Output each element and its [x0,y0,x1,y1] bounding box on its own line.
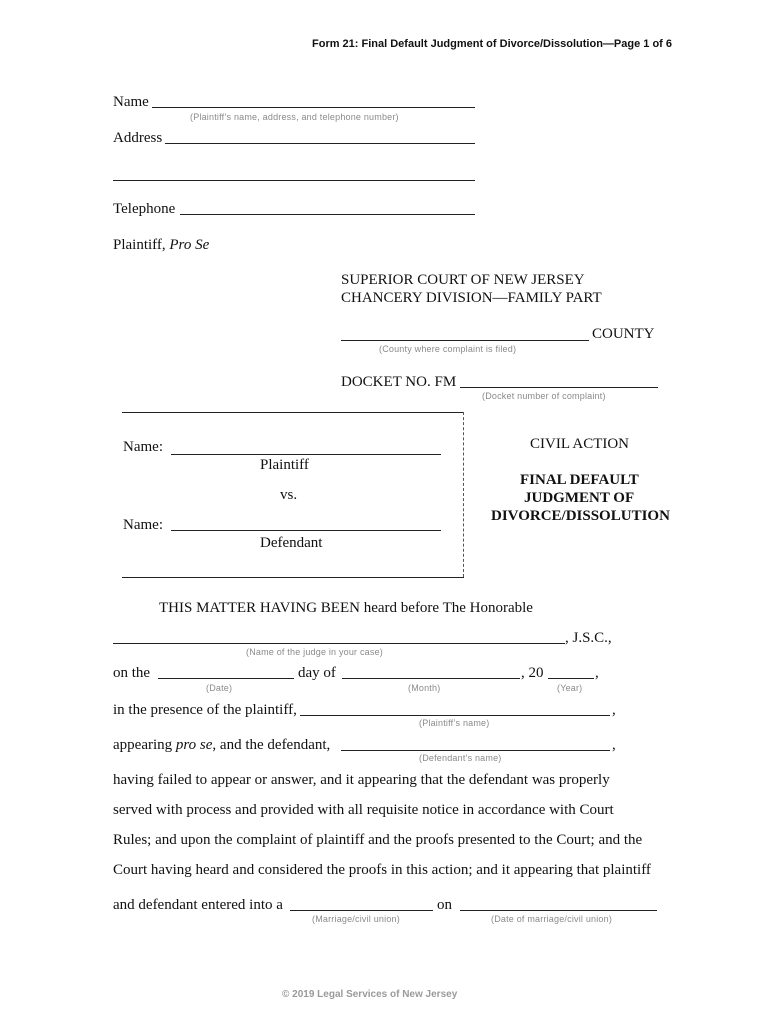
caption-plaintiff-label: Plaintiff [260,457,309,473]
plaintiff-pro-se-label: Plaintiff, Pro Se [113,237,210,253]
marriage-date-field[interactable] [460,910,657,911]
plaintiff-name-field[interactable] [152,107,475,108]
caption-bottom-border [122,577,464,578]
date-hint: (Date) [206,683,233,693]
caption-plaintiff-name-field[interactable] [171,454,441,455]
judge-name-field[interactable] [113,643,565,644]
year-prefix: , 20 [521,665,544,681]
address-field-line1[interactable] [165,143,475,144]
judgment-title-line3: DIVORCE/DISSOLUTION [491,508,670,524]
paragraph-line-2: served with process and provided with all requisite notice in accordance with Court [113,802,614,818]
appearing-comma: , [612,737,616,753]
caption-right-border [463,412,464,577]
caption-name1-label: Name: [123,439,163,455]
caption-top-border [122,412,464,413]
plaintiff-presence-field[interactable] [300,715,610,716]
civil-action: CIVIL ACTION [530,436,630,452]
court-division: CHANCERY DIVISION—FAMILY PART [341,290,602,306]
county-hint: (County where complaint is filed) [379,344,517,354]
docket-field[interactable] [460,387,658,388]
month-hint: (Month) [408,683,441,693]
judgment-title-line1: FINAL DEFAULT [520,472,639,488]
defendant-name-field[interactable] [341,750,610,751]
year-hint: (Year) [557,683,583,693]
marriage-date-hint: (Date of marriage/civil union) [491,914,613,924]
year-comma: , [595,665,599,681]
jsc-label: , J.S.C., [565,630,612,646]
on-the-label: on the [113,665,151,681]
caption-defendant-label: Defendant [260,535,323,551]
plaintiff-name-hint: (Plaintiff’s name, address, and telephone number) [190,112,399,122]
telephone-label: Telephone [113,201,176,217]
telephone-field[interactable] [180,214,475,215]
appearing-text: appearing pro se, and the defendant, [113,737,331,753]
paragraph-line-1: having failed to appear or answer, and it appearing that the defendant was properly [113,772,610,788]
address-field-line2[interactable] [113,180,475,181]
docket-label: DOCKET NO. FM [341,374,457,390]
month-field[interactable] [342,678,520,679]
plaintiff-name-hint-body: (Plaintiff’s name) [419,718,490,728]
county-field[interactable] [341,340,589,341]
day-field[interactable] [158,678,294,679]
form-header: Form 21: Final Default Judgment of Divorce/Dissolution—Page 1 of 6 [312,38,672,50]
day-of-label: day of [298,665,336,681]
on-label: on [437,897,452,913]
presence-text: in the presence of the plaintiff, [113,702,297,718]
judge-hint: (Name of the judge in your case) [246,647,383,657]
intro-text: THIS MATTER HAVING BEEN heard before The Honorable [159,600,533,616]
marriage-type-field[interactable] [290,910,433,911]
marriage-type-hint: (Marriage/civil union) [312,914,400,924]
caption-name2-label: Name: [123,517,163,533]
year-field[interactable] [548,678,594,679]
presence-comma: , [612,702,616,718]
caption-vs: vs. [280,487,298,503]
court-name: SUPERIOR COURT OF NEW JERSEY [341,272,585,288]
county-label: COUNTY [592,326,655,342]
address-label: Address [113,130,163,146]
judgment-title-line2: JUDGMENT OF [524,490,635,506]
docket-hint: (Docket number of complaint) [482,391,606,401]
caption-defendant-name-field[interactable] [171,530,441,531]
name-label: Name [113,94,149,110]
paragraph-line-4: Court having heard and considered the proofs in this action; and it appearing that plaintiff [113,862,651,878]
entered-into-text: and defendant entered into a [113,897,283,913]
paragraph-line-3: Rules; and upon the complaint of plaintiff and the proofs presented to the Court; and the [113,832,643,848]
copyright-footer: © 2019 Legal Services of New Jersey [282,989,458,1000]
defendant-name-hint: (Defendant’s name) [419,753,502,763]
